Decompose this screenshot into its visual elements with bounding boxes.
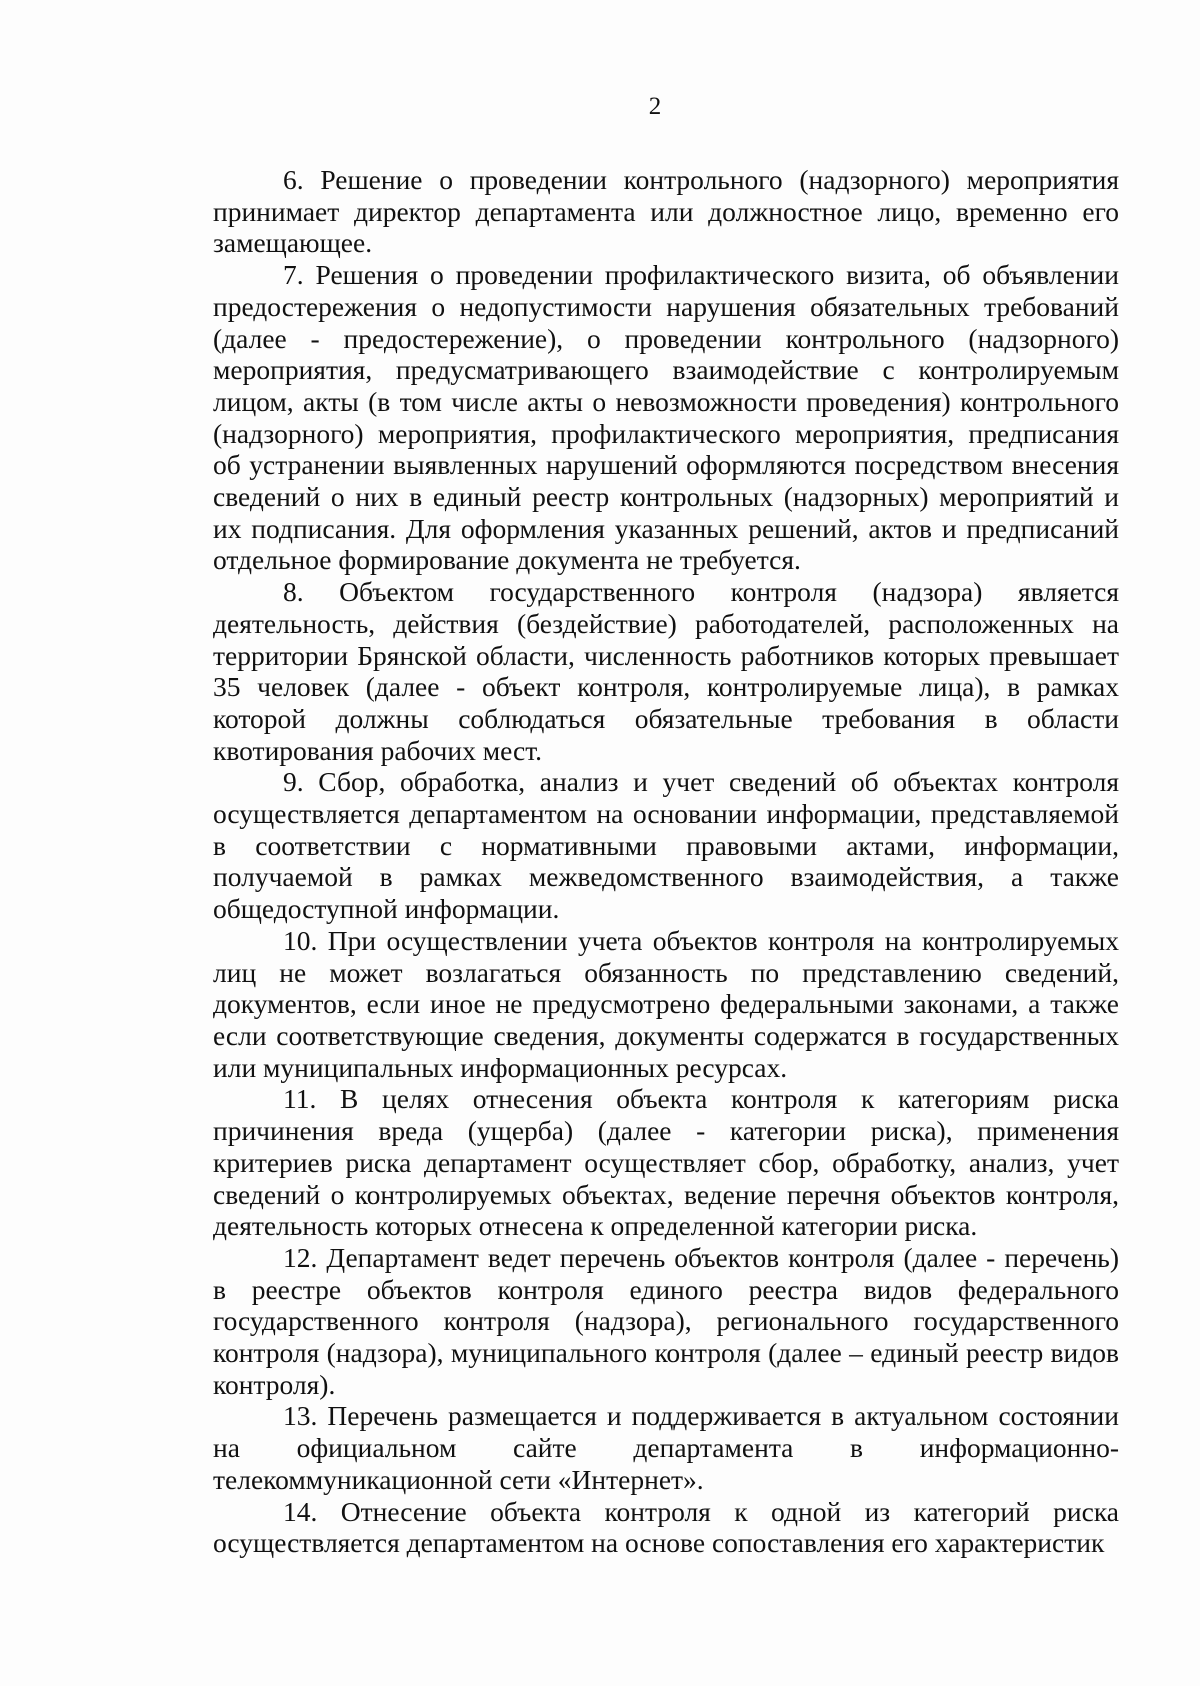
- page-number: 2: [648, 93, 662, 120]
- paragraph-12: 12. Департамент ведет перечень объектов контроля (далее - перечень) в реестре объектов контроля единого реестра видов федерального государственного контроля (надзора), регионального государственного контроля (надзора), муниципального контроля (далее – единый реестр видов контроля).: [213, 1241, 1119, 1400]
- paragraph-10: 10. При осуществлении учета объектов контроля на контролируемых лиц не может возлагаться обязанность по представлению сведений, документов, если иное не предусмотрено федеральными законами, а также если соответствующие сведения, документы содержатся в государственных или муниципальных информационных ресурсах.: [213, 924, 1119, 1083]
- paragraph-6: 6. Решение о проведении контрольного (надзорного) мероприятия принимает директор департамента или должностное лицо, временно его замещающее.: [213, 164, 1119, 259]
- document-body: [213, 164, 1119, 1559]
- paragraph-14: 14. Отнесение объекта контроля к одной из категорий риска осуществляется департаментом на основе сопоставления его характеристик: [213, 1495, 1119, 1559]
- paragraph-13: 13. Перечень размещается и поддерживается в актуальном состоянии на официальном сайте департамента в информационно-телекоммуникационной сети «Интернет».: [213, 1400, 1119, 1495]
- paragraph-9: 9. Сбор, обработка, анализ и учет сведений об объектах контроля осуществляется департаментом на основании информации, представляемой в соответствии с нормативными правовыми актами, информации, получаемой в рамках межведомственного взаимодействия, а также общедоступной информации.: [213, 766, 1119, 925]
- paragraph-7: 7. Решения о проведении профилактического визита, об объявлении предостережения о недопустимости нарушения обязательных требований (далее - предостережение), о проведении контрольного (надзорного) мероприятия, предусматривающего взаимодействие с контролируемым лицом, акты (в том числе акты о невозможности проведения) контрольного (надзорного) мероприятия, профилактического мероприятия, предписания об устранении выявленных нарушений оформляются посредством внесения сведений о них в единый реестр контрольных (надзорных) мероприятий и их подписания. Для оформления указанных решений, актов и предписаний отдельное формирование документа не требуется.: [213, 259, 1119, 576]
- paragraph-11: 11. В целях отнесения объекта контроля к категориям риска причинения вреда (ущерба) (далее - категории риска), применения критериев риска департамент осуществляет сбор, обработку, анализ, учет сведений о контролируемых объектах, ведение перечня объектов контроля, деятельность которых отнесена к определенной категории риска.: [213, 1083, 1119, 1242]
- paragraph-8: 8. Объектом государственного контроля (надзора) является деятельность, действия (бездействие) работодателей, расположенных на территории Брянской области, численность работников которых превышает 35 человек (далее - объект контроля, контролируемые лица), в рамках которой должны соблюдаться обязательные требования в области квотирования рабочих мест.: [213, 576, 1119, 766]
